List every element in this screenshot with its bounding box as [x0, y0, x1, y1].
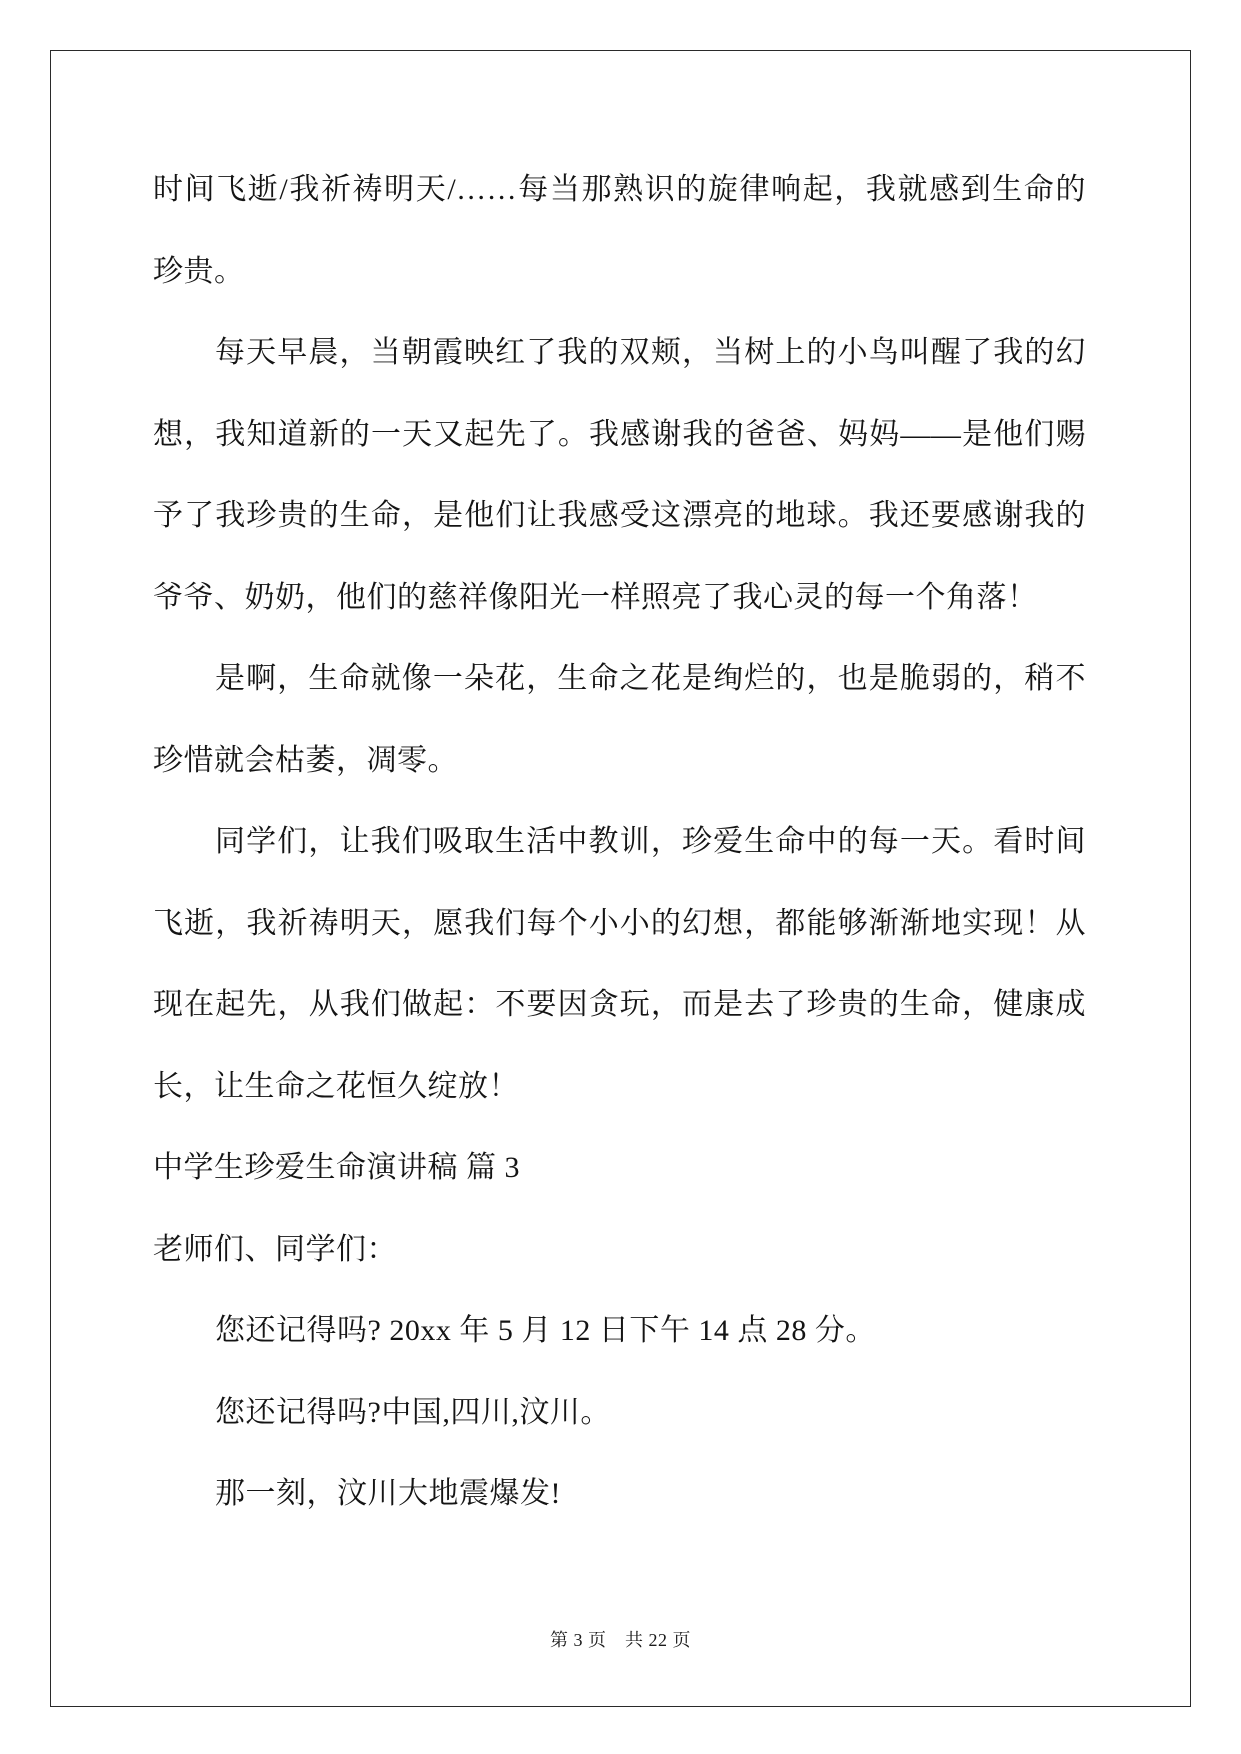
paragraph: [153, 638, 1086, 801]
paragraph-line: 飞逝，我祈祷明天，愿我们每个小小的幻想，都能够渐渐地实现！从: [153, 906, 1086, 940]
paragraph: [153, 312, 1086, 638]
paragraph-line: 珍惜就会枯萎，凋零。: [153, 743, 458, 777]
paragraph-line: 爷爷、奶奶，他们的慈祥像阳光一样照亮了我心灵的每一个角落！: [153, 580, 1038, 614]
paragraph-line: 予了我珍贵的生命，是他们让我感受这漂亮的地球。我还要感谢我的: [153, 499, 1086, 532]
document-body: [153, 149, 1086, 1535]
paragraph-line: 现在起先，从我们做起：不要因贪玩，而是去了珍贵的生命，健康成: [153, 988, 1086, 1021]
paragraph-line: 是啊，生命就像一朵花，生命之花是绚烂的，也是脆弱的，稍不: [215, 662, 1086, 695]
paragraph: 那一刻，汶川大地震爆发!: [215, 1477, 561, 1510]
paragraph-line: 同学们，让我们吸取生活中教训，珍爱生命中的每一天。看时间: [215, 825, 1086, 858]
paragraph-line: 想，我知道新的一天又起先了。我感谢我的爸爸、妈妈——是他们赐: [153, 417, 1086, 451]
paragraph-line: 每天早晨，当朝霞映红了我的双颊，当树上的小鸟叫醒了我的幻: [215, 336, 1086, 369]
paragraph: [153, 149, 1086, 312]
section-heading: 中学生珍爱生命演讲稿 篇 3: [153, 1151, 520, 1184]
salutation: 老师们、同学们：: [153, 1232, 397, 1266]
paragraph: [153, 801, 1086, 1127]
paragraph-line: 长，让生命之花恒久绽放！: [153, 1069, 519, 1103]
paragraph: 您还记得吗?中国,四川,汶川。: [215, 1395, 611, 1429]
paragraph-line: 时间飞逝/我祈祷明天/……每当那熟识的旋律响起，我就感到生命的: [153, 173, 1086, 206]
paragraph-line: 珍贵。: [153, 254, 245, 288]
paragraph: 您还记得吗? 20xx 年 5 月 12 日下午 14 点 28 分。: [215, 1314, 876, 1347]
page-number: 第 3 页 共 22 页: [550, 1630, 691, 1650]
